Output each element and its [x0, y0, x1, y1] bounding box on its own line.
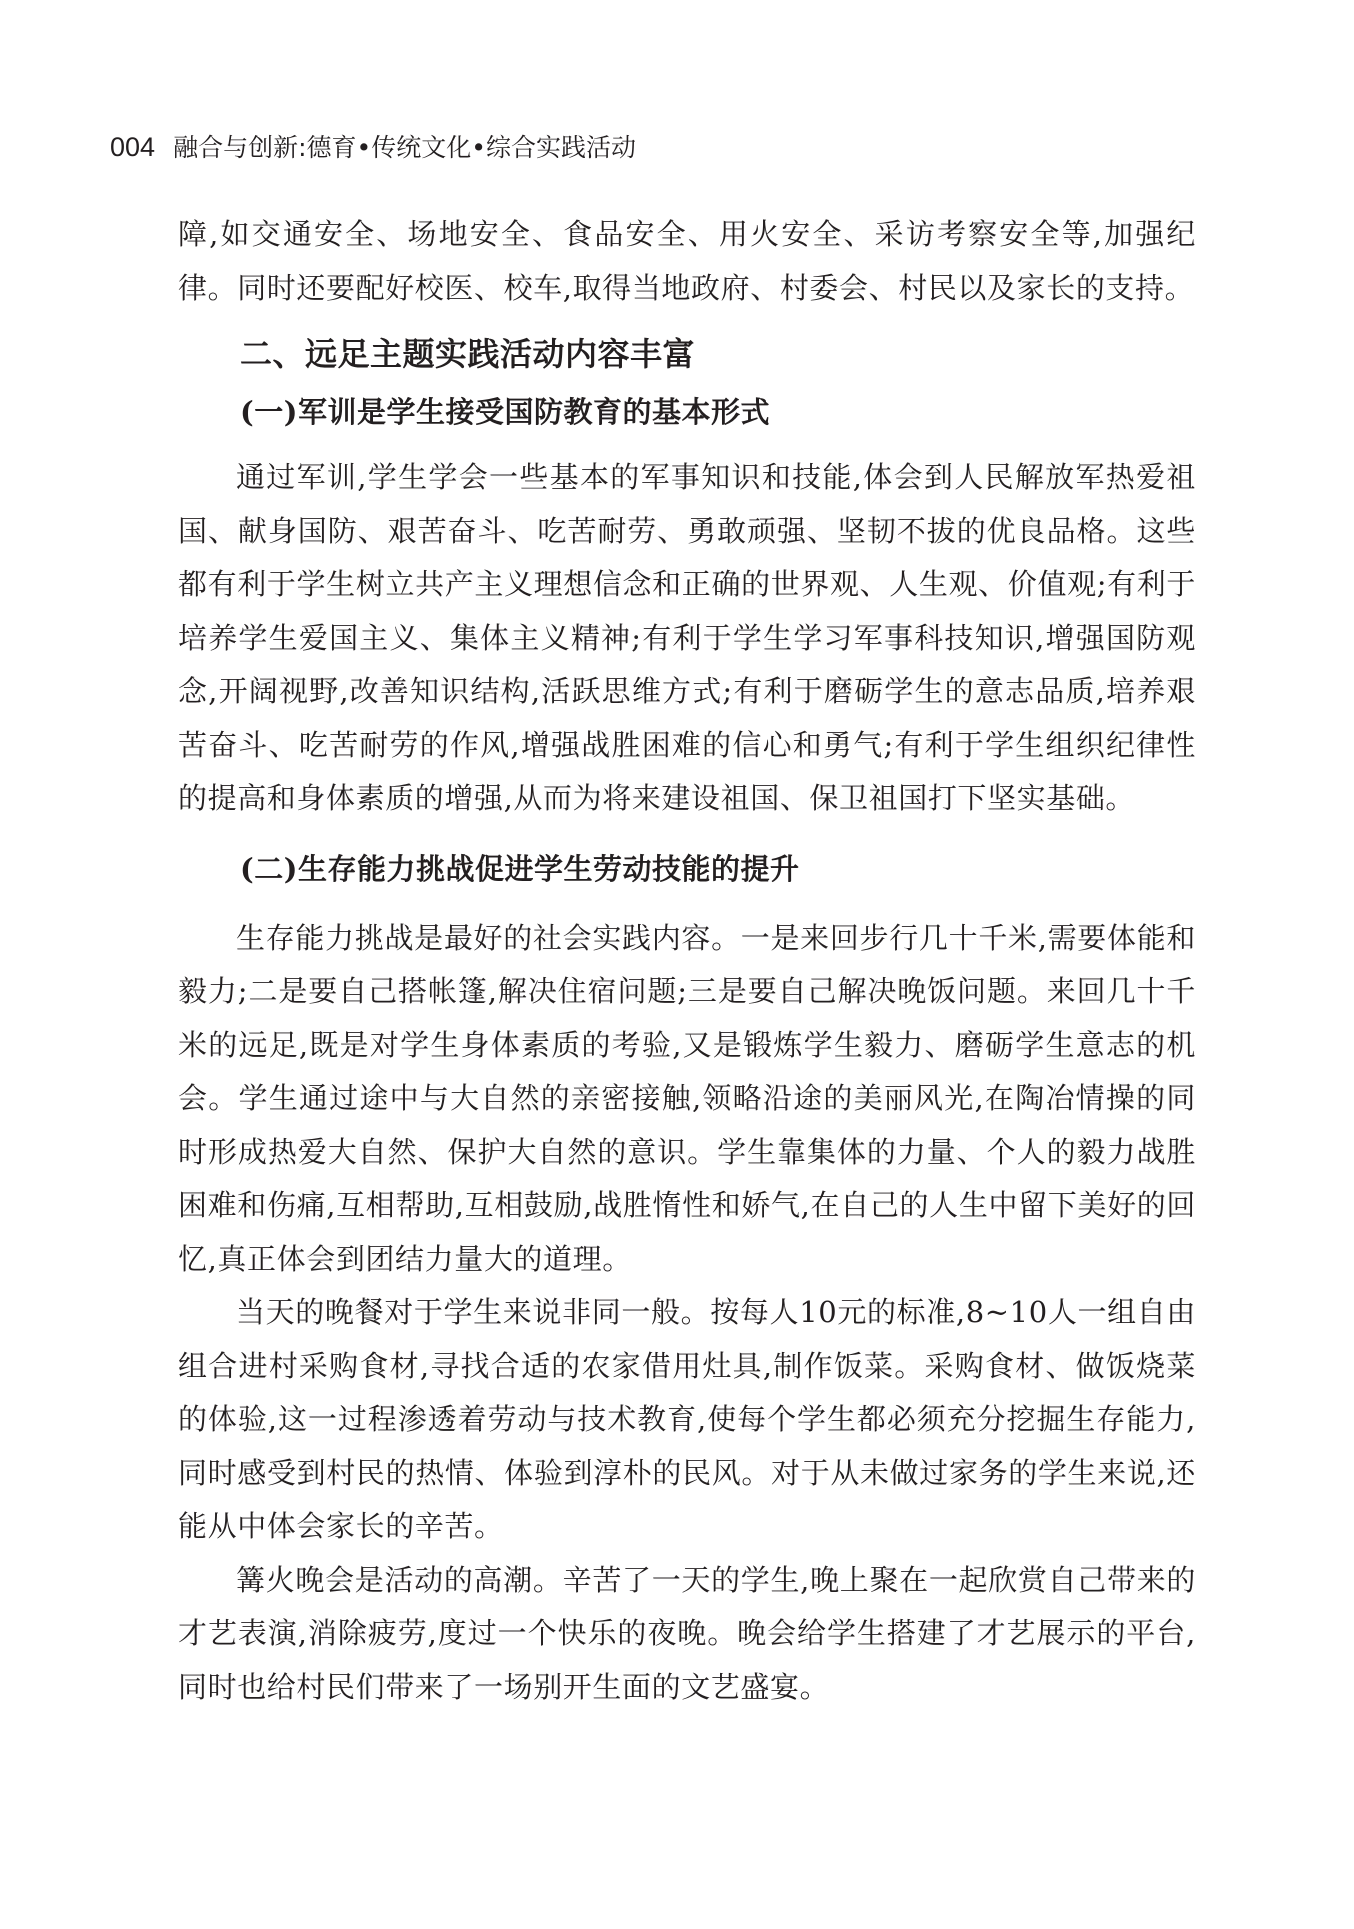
paragraph-military-training: 通过军训,学生学会一些基本的军事知识和技能,体会到人民解放军热爱祖国、献身国防、艰苦奋斗、吃苦耐劳、勇敢顽强、坚韧不拔的优良品格。这些都有利于学生树立共产主义理想信念和正确的世界观、人生观、价值观;有利于培养学生爱国主义、集体主义精神;有利于学生学习军事科技知识,增强国防观念,开阔视野,改善知识结构,活跃思维方式;有利于磨砺学生的意志品质,培养艰苦奋斗、吃苦耐劳的作风,增强战胜困难的信心和勇气;有利于学生组织纪律性的提高和身体素质的增强,从而为将来建设祖国、保卫祖国打下坚实基础。 [178, 460, 1196, 815]
book-title: 融合与创新:德育•传统文化•综合实践活动 [173, 133, 636, 162]
running-header [110, 128, 1110, 168]
subsection-heading-1: (一)军训是学生接受国防教育的基本形式 [240, 395, 770, 429]
paragraph-continued: 障,如交通安全、场地安全、食品安全、用火安全、采访考察安全等,加强纪律。同时还要配好校医、校车,取得当地政府、村委会、村民以及家长的支持。 [178, 217, 1196, 305]
section-heading: 二、远足主题实践活动内容丰富 [240, 335, 696, 373]
paragraph-bonfire: 篝火晚会是活动的高潮。辛苦了一天的学生,晚上聚在一起欣赏自己带来的才艺表演,消除疲劳,度过一个快乐的夜晚。晚会给学生搭建了才艺展示的平台,同时也给村民们带来了一场别开生面的文艺盛宴。 [178, 1562, 1196, 1704]
page-body [178, 208, 1196, 1714]
paragraph-dinner: 当天的晚餐对于学生来说非同一般。按每人10元的标准,8~10人一组自由组合进村采购食材,寻找合适的农家借用灶具,制作饭菜。采购食材、做饭烧菜的体验,这一过程渗透着劳动与技术教育,使每个学生都必须充分挖掘生存能力,同时感受到村民的热情、体验到淳朴的民风。对于从未做过家务的学生来说,还能从中体会家长的辛苦。 [178, 1295, 1196, 1543]
subsection-heading-2: (二)生存能力挑战促进学生劳动技能的提升 [240, 851, 800, 886]
page-number: 004 [110, 132, 156, 162]
paragraph-survival-challenge: 生存能力挑战是最好的社会实践内容。一是来回步行几十千米,需要体能和毅力;二是要自己搭帐篷,解决住宿问题;三是要自己解决晚饭问题。来回几十千米的远足,既是对学生身体素质的考验,又是锻炼学生毅力、磨砺学生意志的机会。学生通过途中与大自然的亲密接触,领略沿途的美丽风光,在陶冶情操的同时形成热爱大自然、保护大自然的意识。学生靠集体的力量、个人的毅力战胜困难和伤痛,互相帮助,互相鼓励,战胜惰性和娇气,在自己的人生中留下美好的回忆,真正体会到团结力量大的道理。 [178, 920, 1196, 1276]
